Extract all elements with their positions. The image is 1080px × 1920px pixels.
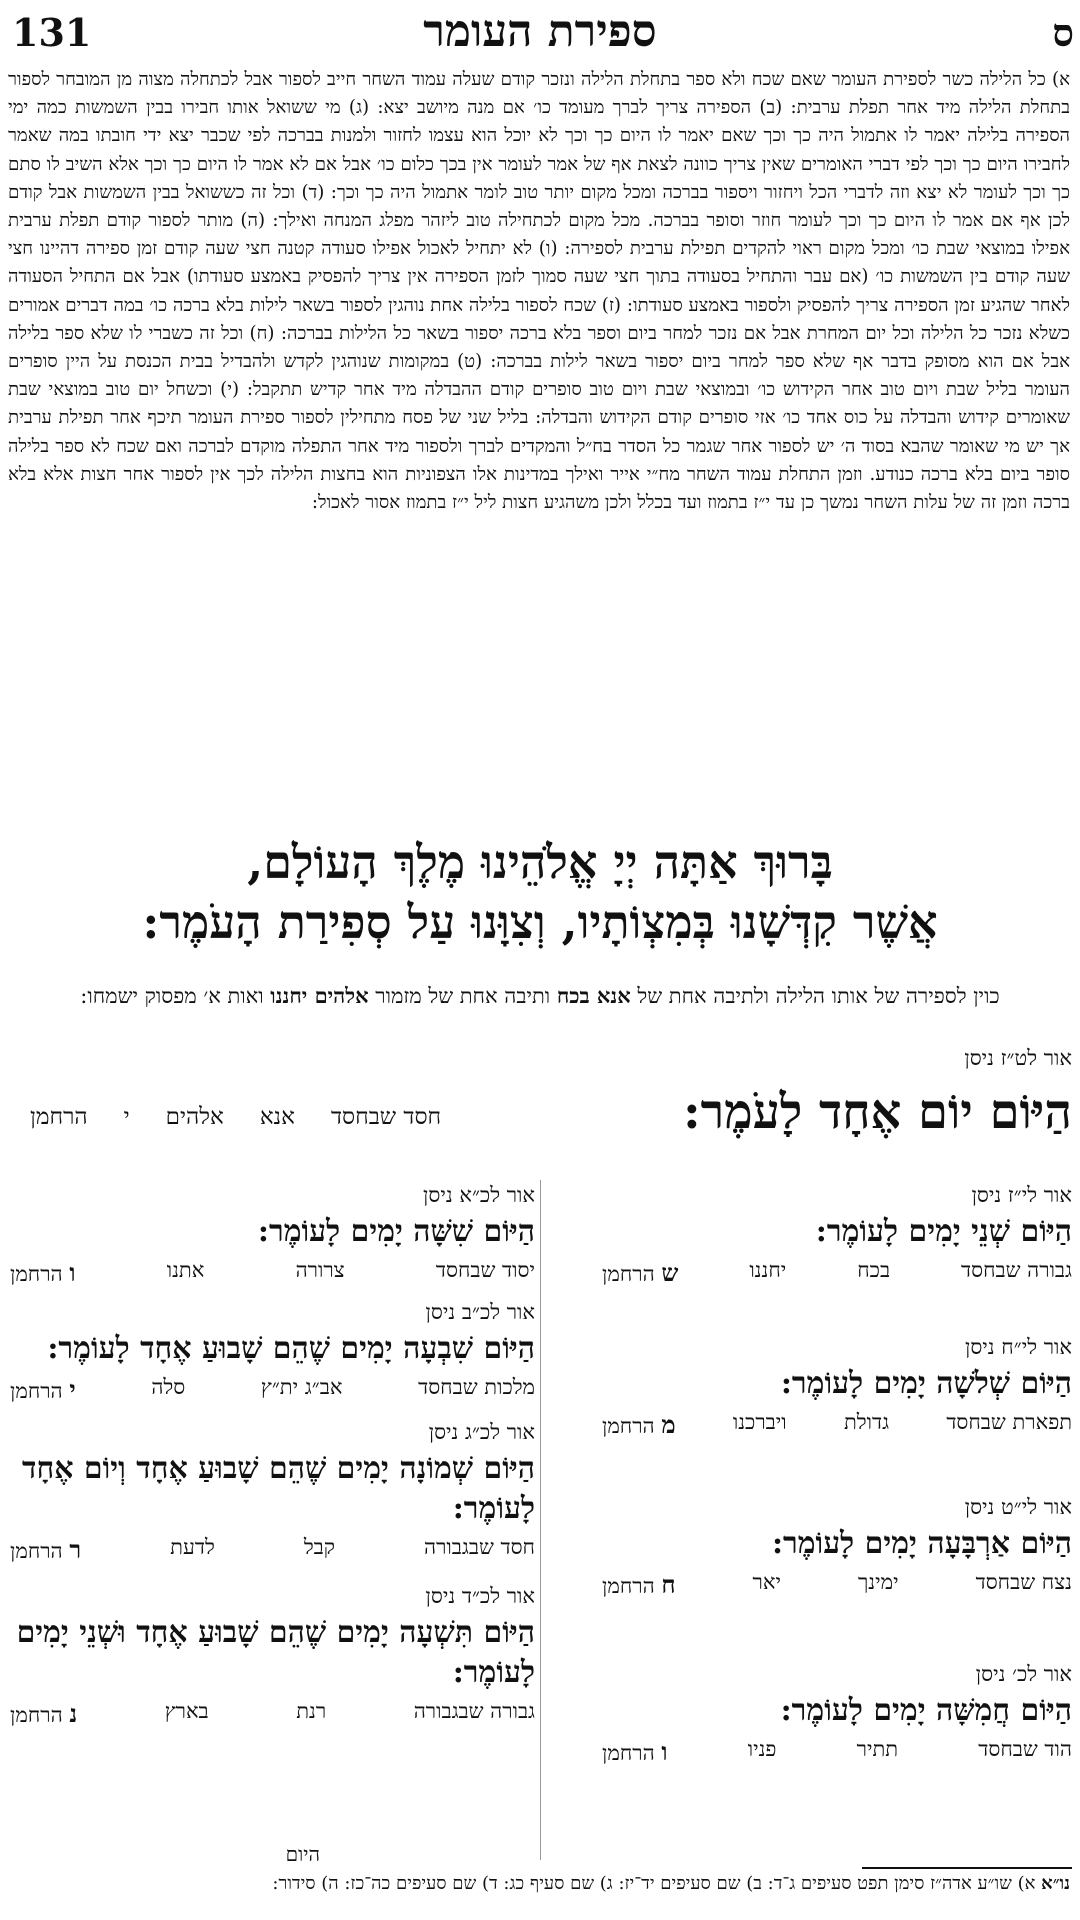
section-letter: ס (1052, 10, 1074, 55)
omer-date: אור לי״ח ניסן (964, 1335, 1072, 1359)
omer-day-2 (602, 1183, 1072, 1288)
footnote-label: נו״א (1041, 1873, 1070, 1894)
verse-letter: ח (661, 1570, 676, 1599)
omer-attributes (10, 1375, 535, 1405)
mizmor-word: אלהים (165, 1104, 224, 1130)
omer-attributes (10, 1258, 535, 1288)
column-divider (540, 1180, 541, 1860)
omer-count: הַיּוֹם שְׁלשָׁה יָמִים לָעוֹמֶר: (780, 1366, 1072, 1401)
omer-attributes (602, 1258, 1072, 1288)
omer-attributes (602, 1410, 1072, 1440)
omer-attributes (602, 1737, 1072, 1767)
harachaman: הרחמן (30, 1104, 88, 1130)
verse-letter: ו (661, 1737, 668, 1766)
verse-letter: ש (661, 1258, 679, 1287)
ana-bekoach-word: בכח (857, 1258, 891, 1282)
ana-bekoach-word: אב״ג ית״ץ (260, 1375, 343, 1399)
omer-day-1 (0, 1046, 1080, 1146)
kavanah-text-3: ואות א׳ מפסוק ישמחו: (80, 984, 271, 1008)
catchword: היום (285, 1842, 320, 1866)
kavanah-instruction (10, 982, 1070, 1010)
omer-date: אור לי״ט ניסן (964, 1495, 1072, 1519)
footnote-text: א) שו״ע אדה״ז סימן תפט סעיפים ג־ד: ב) שם סעיפים יד־יז: ג) שם סעיף כג: ד) שם סעיפים כה־כז: ה) סידור: (272, 1873, 1036, 1894)
sefirah: גבורה שבחסד (961, 1258, 1072, 1282)
blessing-line-2: אֲשֶׁר קִדְּשָׁנוּ בְּמִצְוֹתָיו, וְצִוָּנוּ עַל סְפִירַת הָעֹמֶר: (142, 895, 938, 949)
omer-day-9 (10, 1584, 535, 1729)
omer-count: הַיּוֹם חֲמִשָּׁה יָמִים לָעוֹמֶר: (780, 1693, 1072, 1728)
sefirah: מלכות שבחסד (418, 1375, 535, 1399)
sefirah: גבורה שבגבורה (413, 1699, 535, 1723)
verse-letter: מ (661, 1410, 676, 1439)
omer-day-5 (602, 1662, 1072, 1767)
sefirah: חסד שבגבורה (424, 1535, 535, 1559)
sefirah: נצח שבחסד (975, 1570, 1072, 1594)
harachaman: הרחמן (10, 1262, 63, 1286)
mizmor-word: ויברכנו (732, 1410, 787, 1434)
footnote-rule (862, 1867, 1072, 1869)
verse-letter: ר (69, 1535, 82, 1564)
ana-bekoach-word: צרורה (295, 1258, 345, 1282)
harachaman: הרחמן (10, 1379, 63, 1403)
sefirah: הוד שבחסד (978, 1737, 1072, 1761)
kavanah-ana-bekoach: אנא בכח (556, 983, 631, 1008)
verse-letter: י (123, 1104, 130, 1130)
kavanah-text-2: ותיבה אחת של מזמור (368, 984, 557, 1008)
omer-date: אור לט״ז ניסן (964, 1046, 1072, 1070)
omer-day-3 (602, 1335, 1072, 1440)
ana-bekoach-word: גדולת (843, 1410, 890, 1434)
omer-day-8 (10, 1420, 535, 1565)
omer-date: אור לכ״א ניסן (423, 1183, 535, 1207)
mizmor-word: לדעת (170, 1535, 215, 1559)
harachaman: הרחמן (602, 1574, 655, 1598)
mizmor-word: פניו (747, 1737, 777, 1761)
kavanah-elokim-yechanenu: אלהים יחננו (270, 983, 369, 1008)
page-title: ספירת העומר (423, 6, 657, 57)
ana-bekoach-word: קבל (303, 1535, 335, 1559)
omer-day-6 (10, 1183, 535, 1288)
omer-count: הַיּוֹם תִּשְׁעָה יָמִים שֶׁהֵם שָׁבוּעַ אֶחָד וּשְׁנֵי יָמִים לָעוֹמֶר: (16, 1615, 535, 1690)
omer-count: הַיּוֹם שְׁמוֹנָה יָמִים שֶׁהֵם שָׁבוּעַ אֶחָד וְיוֹם אֶחָד לָעוֹמֶר: (22, 1451, 535, 1526)
mizmor-word: בארץ (164, 1699, 209, 1723)
ana-bekoach-word: רנת (296, 1699, 327, 1723)
mizmor-word: יחננו (749, 1258, 787, 1282)
omer-day-7 (10, 1300, 535, 1405)
harachaman: הרחמן (10, 1703, 63, 1727)
omer-date: אור לכ״ב ניסן (425, 1300, 535, 1324)
omer-date: אור לכ״ג ניסן (428, 1420, 535, 1444)
omer-attributes (10, 1699, 535, 1729)
harachaman: הרחמן (602, 1262, 655, 1286)
omer-attributes (10, 1535, 535, 1565)
omer-count: הַיּוֹם שִׁבְעָה יָמִים שֶׁהֵם שָׁבוּעַ אֶחָד לָעוֹמֶר: (47, 1331, 535, 1366)
sefirah: יסוד שבחסד (435, 1258, 535, 1282)
laws-paragraph: א) כל הלילה כשר לספירת העומר שאם שכח ולא ספר בתחלת הלילה ונזכר קודם שעלה עמוד השחר חייב לספור אבל לכתחלה מצוה מן המובחר לספור בתחלת הלילה מיד אחר תפלת ערבית: (ב) הספירה צריך לברך מעומד כו׳ אם מנה מיושב יצא: (ג) מי ששואל אותו חבירו בבין השמשות כמה ימי הספירה בלילה יאמר לו אתמול היה כך וכך שאם יאמר לו היום כך וכך לא יוכל הוא עצמו לחזור ולמנות בברכה לפי שכבר יצא ידי חובתו במה שאמר לחבירו היום כך וכך לפי דברי האומרים שאין צריך כוונה לצאת אף של אמר לעומר אין בכך כלום כו׳ אבל אם לא אמר לו היום כך וכך אלא השיב לו סתם כך וכך לעומר לא יצא וזה לדברי הכל ויחזור ויספור בברכה ומכל מקום יותר טוב לומר אתמול היה כך וכך: (ד) וכל זה כששואל בבין השמשות אבל קודם לכן אף אם אמר לו היום כך וכך לעומר חוזר וסופר בברכה. מכל מקום לכתחילה טוב ליזהר מפלג המנחה ואילך: (ה) מותר לספור קודם תפלת ערבית אפילו במוצאי שבת כו׳ ומכל מקום ראוי להקדים תפילת ערבית לספירה: (ו) לא יתחיל לאכול אפילו סעודה קטנה חצי שעה קודם זמן ספירה דהיינו חצי שעה קודם בין השמשות כו׳ (אם עבר והתחיל בסעודה בתוך חצי שעה סמוך לזמן הספירה אין צריך להפסיק באמצע סעודתו) אבל אם התחיל הסעודה לאחר שהגיע זמן הספירה צריך להפסיק ולספור באמצע סעודתו: (ז) שכח לספור בלילה אחת נוהגין לספור בשאר לילות בלא ברכה כו׳ במה דברים אמורים כשלא נזכר כל הלילה וכל יום המחרת אבל אם נזכר למחר ביום וספר בלא ברכה יספור בשאר כל הלילות בברכה: (ח) וכל זה כשברי לו שלא ספר בלילה אבל אם הוא מסופק בדבר אף שלא ספר למחר ביום יספור בשאר לילות בברכה: (ט) במקומות שנוהגין לקדש ולהבדיל בבית הכנסת על היין סופרים העומר בליל שבת ויום טוב אחר הקידוש כו׳ ובמוצאי שבת ויום טוב סופרים קודם ההבדלה מיד אחר קדיש תתקבל: (י) וכשחל יום טוב במוצאי שבת שאומרים קידוש והבדלה על כוס אחד כו׳ אזי סופרים קודם הקידוש והבדלה: בליל שני של פסח מתחילין לספור ספירת העומר תיכף אחר תפילת ערבית אך יש מי שאומר שהבא בסוד ה׳ יש לספור אחר שגמר כל הסדר בח״ל והמקדים לברך ולספור מיד אחר התפלה מוקדם לברכה ואם שכח לא ספר בלילה סופר ביום בלא ברכה כנודע. וזמן התחלת עמוד השחר מח״י אייר ואילך במדינות אלו הצפוניות הוא בחצות הלילה לכך אין לספור אחר חצות אלא בלא ברכה וזמן זה של עלות השחר נמשך כן עד י״ז בתמוז ועד בכלל ולכן משהגיע חצות ליל י״ז בתמוז אסור לאכול: (8, 69, 1070, 514)
mizmor-word: סלה (151, 1375, 186, 1399)
omer-count: הַיּוֹם יוֹם אֶחָד לָעֹמֶר: (682, 1084, 1072, 1140)
omer-count: הַיּוֹם אַרְבָּעָה יָמִים לָעוֹמֶר: (771, 1526, 1072, 1561)
page-number: 131 (12, 10, 92, 55)
footnotes (10, 1872, 1070, 1896)
mizmor-word: אתנו (166, 1258, 205, 1282)
sefirah: חסד שבחסד (330, 1104, 442, 1130)
verse-letter: ו (69, 1258, 76, 1287)
kavanah-text-1: כוין לספירה של אותו הלילה ולתיבה אחת של (630, 984, 1000, 1008)
omer-day-4 (602, 1495, 1072, 1600)
omer-attributes (30, 1104, 441, 1130)
omer-date: אור לכ״ד ניסן (425, 1584, 535, 1608)
omer-count: הַיּוֹם שִׁשָּׁה יָמִים לָעוֹמֶר: (257, 1214, 535, 1249)
verse-letter: י (69, 1375, 76, 1404)
mizmor-word: יאר (752, 1570, 781, 1594)
harachaman: הרחמן (602, 1414, 655, 1438)
sefirah: תפארת שבחסד (946, 1410, 1072, 1434)
omer-date: אור לי״ז ניסן (971, 1183, 1072, 1207)
page-header (0, 6, 1080, 64)
verse-letter: נ (69, 1699, 78, 1728)
omer-count: הַיּוֹם שְׁנֵי יָמִים לָעוֹמֶר: (815, 1214, 1072, 1249)
ana-bekoach-word: אנא (259, 1104, 295, 1130)
omer-date: אור לכ׳ ניסן (975, 1662, 1072, 1686)
ana-bekoach-word: תתיר (856, 1737, 899, 1761)
blessing (0, 832, 1080, 952)
harachaman: הרחמן (10, 1539, 63, 1563)
harachaman: הרחמן (602, 1741, 655, 1765)
blessing-line-1: בָּרוּךְ אַתָּה יְיָ אֱלֹהֵינוּ מֶלֶךְ הָעוֹלָם, (247, 835, 833, 889)
ana-bekoach-word: ימינך (857, 1570, 899, 1594)
omer-attributes (602, 1570, 1072, 1600)
